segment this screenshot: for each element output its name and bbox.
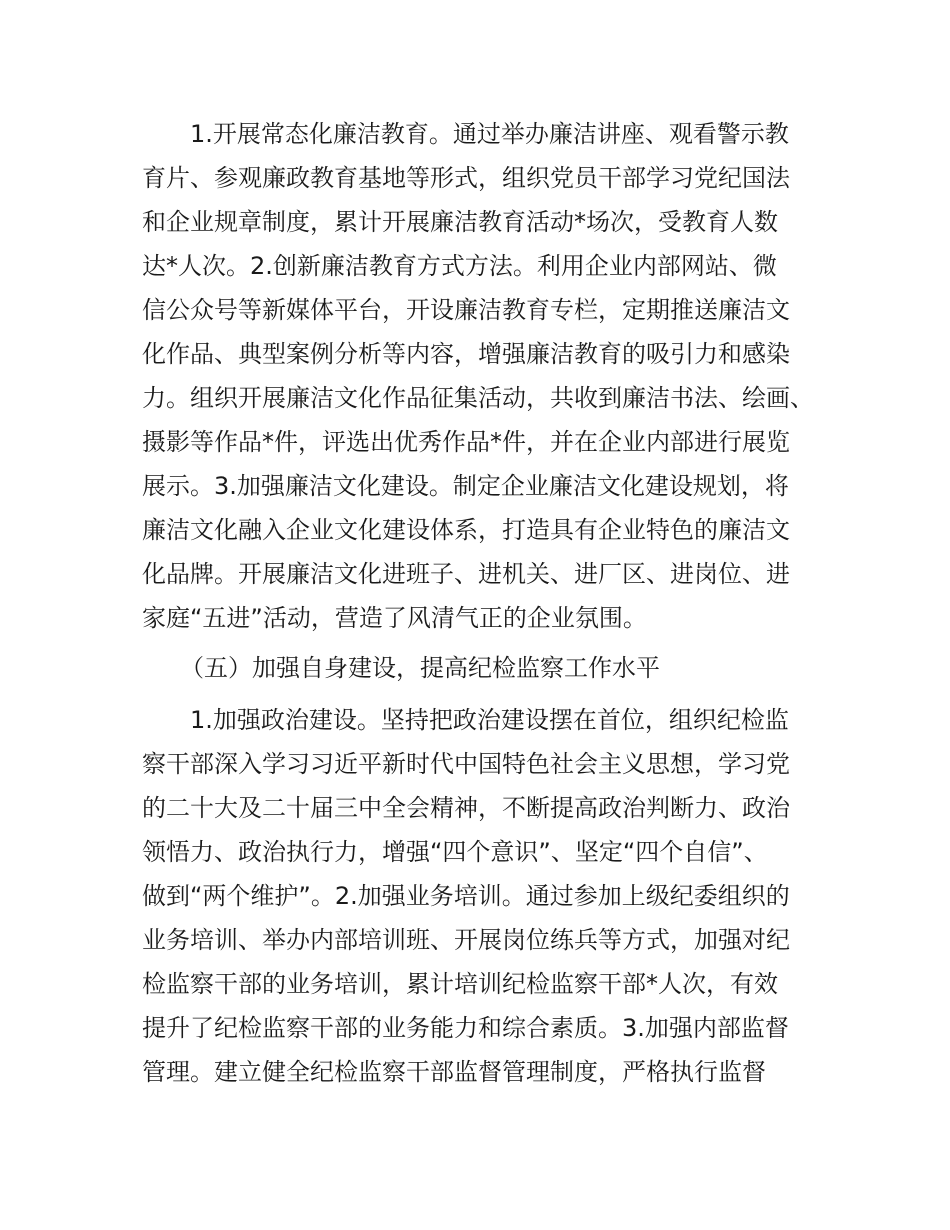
section-heading: （五）加强自身建设，提高纪检监察工作水平 <box>180 654 660 682</box>
paragraph-1-line-10: 廉洁文化融入企业文化建设体系，打造具有企业特色的廉洁文 <box>142 516 790 544</box>
paragraph-1-line-8: 摄影等作品*件，评选出优秀作品*件，并在企业内部进行展览 <box>142 428 790 456</box>
paragraph-1-line-4: 达*人次。2.创新廉洁教育方式方法。利用企业内部网站、微 <box>142 252 777 280</box>
paragraph-1-line-5: 信公众号等新媒体平台，开设廉洁教育专栏，定期推送廉洁文 <box>142 296 790 324</box>
paragraph-1-line-1: 1.开展常态化廉洁教育。通过举办廉洁讲座、观看警示教 <box>190 120 789 148</box>
paragraph-2-line-8: 提升了纪检监察干部的业务能力和综合素质。3.加强内部监督 <box>142 1014 789 1042</box>
paragraph-2-line-4: 领悟力、政治执行力，增强“四个意识”、坚定“四个自信”、 <box>142 838 768 866</box>
paragraph-1-line-6: 化作品、典型案例分析等内容，增强廉洁教育的吸引力和感染 <box>142 340 790 368</box>
paragraph-2-line-9: 管理。建立健全纪检监察干部监督管理制度，严格执行监督 <box>142 1058 766 1086</box>
paragraph-1-line-12: 家庭“五进”活动，营造了风清气正的企业氛围。 <box>142 604 647 632</box>
paragraph-2-line-5: 做到“两个维护”。2.加强业务培训。通过参加上级纪委组织的 <box>142 882 790 910</box>
paragraph-1-line-9: 展示。3.加强廉洁文化建设。制定企业廉洁文化建设规划，将 <box>142 472 789 500</box>
paragraph-2-line-3: 的二十大及二十届三中全会精神，不断提高政治判断力、政治 <box>142 794 790 822</box>
paragraph-1-line-2: 育片、参观廉政教育基地等形式，组织党员干部学习党纪国法 <box>142 164 790 192</box>
paragraph-2-line-6: 业务培训、举办内部培训班、开展岗位练兵等方式，加强对纪 <box>142 926 790 954</box>
paragraph-2-line-1: 1.加强政治建设。坚持把政治建设摆在首位，组织纪检监 <box>190 706 789 734</box>
paragraph-1-line-11: 化品牌。开展廉洁文化进班子、进机关、进厂区、进岗位、进 <box>142 560 790 588</box>
paragraph-2-line-7: 检监察干部的业务培训，累计培训纪检监察干部*人次，有效 <box>142 970 778 998</box>
paragraph-1-line-3: 和企业规章制度，累计开展廉洁教育活动*场次，受教育人数 <box>142 208 778 236</box>
paragraph-1-line-7: 力。组织开展廉洁文化作品征集活动，共收到廉洁书法、绘画、 <box>142 384 814 412</box>
paragraph-2-line-2: 察干部深入学习习近平新时代中国特色社会主义思想，学习党 <box>142 750 790 778</box>
